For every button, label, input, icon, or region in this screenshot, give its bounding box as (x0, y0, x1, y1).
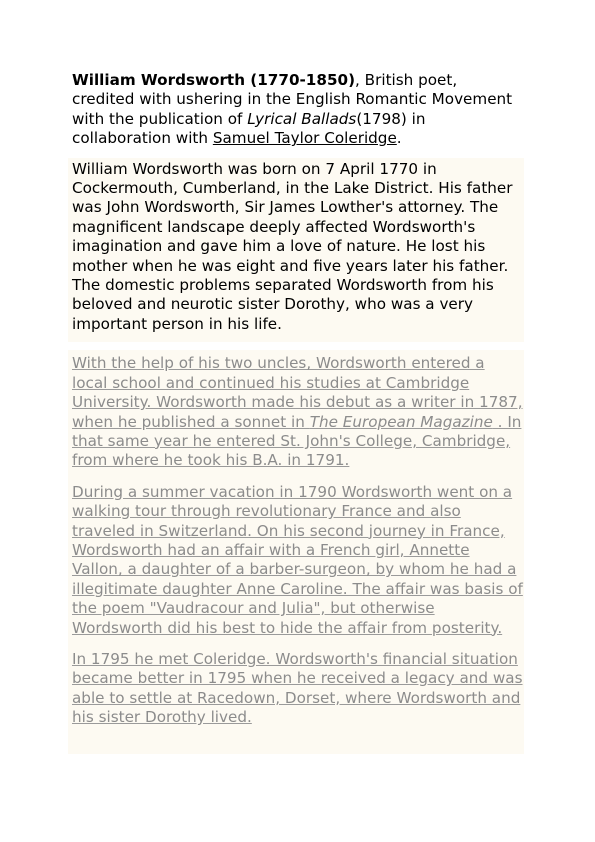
document-body (72, 71, 524, 754)
coleridge-link[interactable]: Samuel Taylor Coleridge (212, 129, 397, 148)
biography-paragraph: William Wordsworth was born on 7 April 1770 in Cockermouth, Cumberland, in the Lake District. His father was John Wordsworth, Sir James Lowther's attorney. The magnificent landscape deeply affected Wordsworth's imagination and gave him a love of nature. He lost his mother when he was eight and five years later his father. The domestic problems separated Wordsworth from his beloved and neurotic sister Dorothy, who was a very important person in his life. (72, 159, 513, 333)
biography-block (68, 158, 524, 343)
work-title: Lyrical Ballads (247, 109, 357, 128)
education-text-2: . In that same year he entered St. John's College, Cambridge, from where he took his B.A. in 1791. (72, 412, 522, 470)
coleridge-paragraph: In 1795 he met Coleridge. Wordsworth's financial situation became better in 1795 when he received a legacy and was able to settle at Racedown, Dorset, where Wordsworth and his sister Dorothy lived. (72, 649, 523, 727)
magazine-title: The European Magazine (309, 412, 493, 431)
poet-name: William Wordsworth (1770-1850) (72, 71, 356, 89)
france-paragraph: During a summer vacation in 1790 Wordsworth went on a walking tour through revolutionary France and also traveled in Switzerland. On his second journey in France, Wordsworth had an affair with a French girl, Annette Vallon, a daughter of a barber-surgeon, by whom he had a illegitimate daughter Anne Caroline. The affair was basis of the poem "Vaudracour and Julia", but otherwise Wordsworth did his best to hide the affair from posterity. (72, 482, 523, 637)
intro-text-1: , British poet, credited with ushering in the English Romantic Movement with the publication of (72, 71, 513, 128)
intro-text-2: (1798) in collaboration with (72, 109, 426, 148)
quoted-section (68, 350, 524, 754)
intro-text-3: . (396, 129, 402, 148)
intro-paragraph (72, 71, 524, 149)
education-paragraph (72, 354, 524, 470)
education-text-1: With the help of his two uncles, Wordsworth entered a local school and continued his studies at Cambridge University. Wordsworth made his debut as a writer in 1787, when he published a sonnet in (72, 354, 523, 431)
